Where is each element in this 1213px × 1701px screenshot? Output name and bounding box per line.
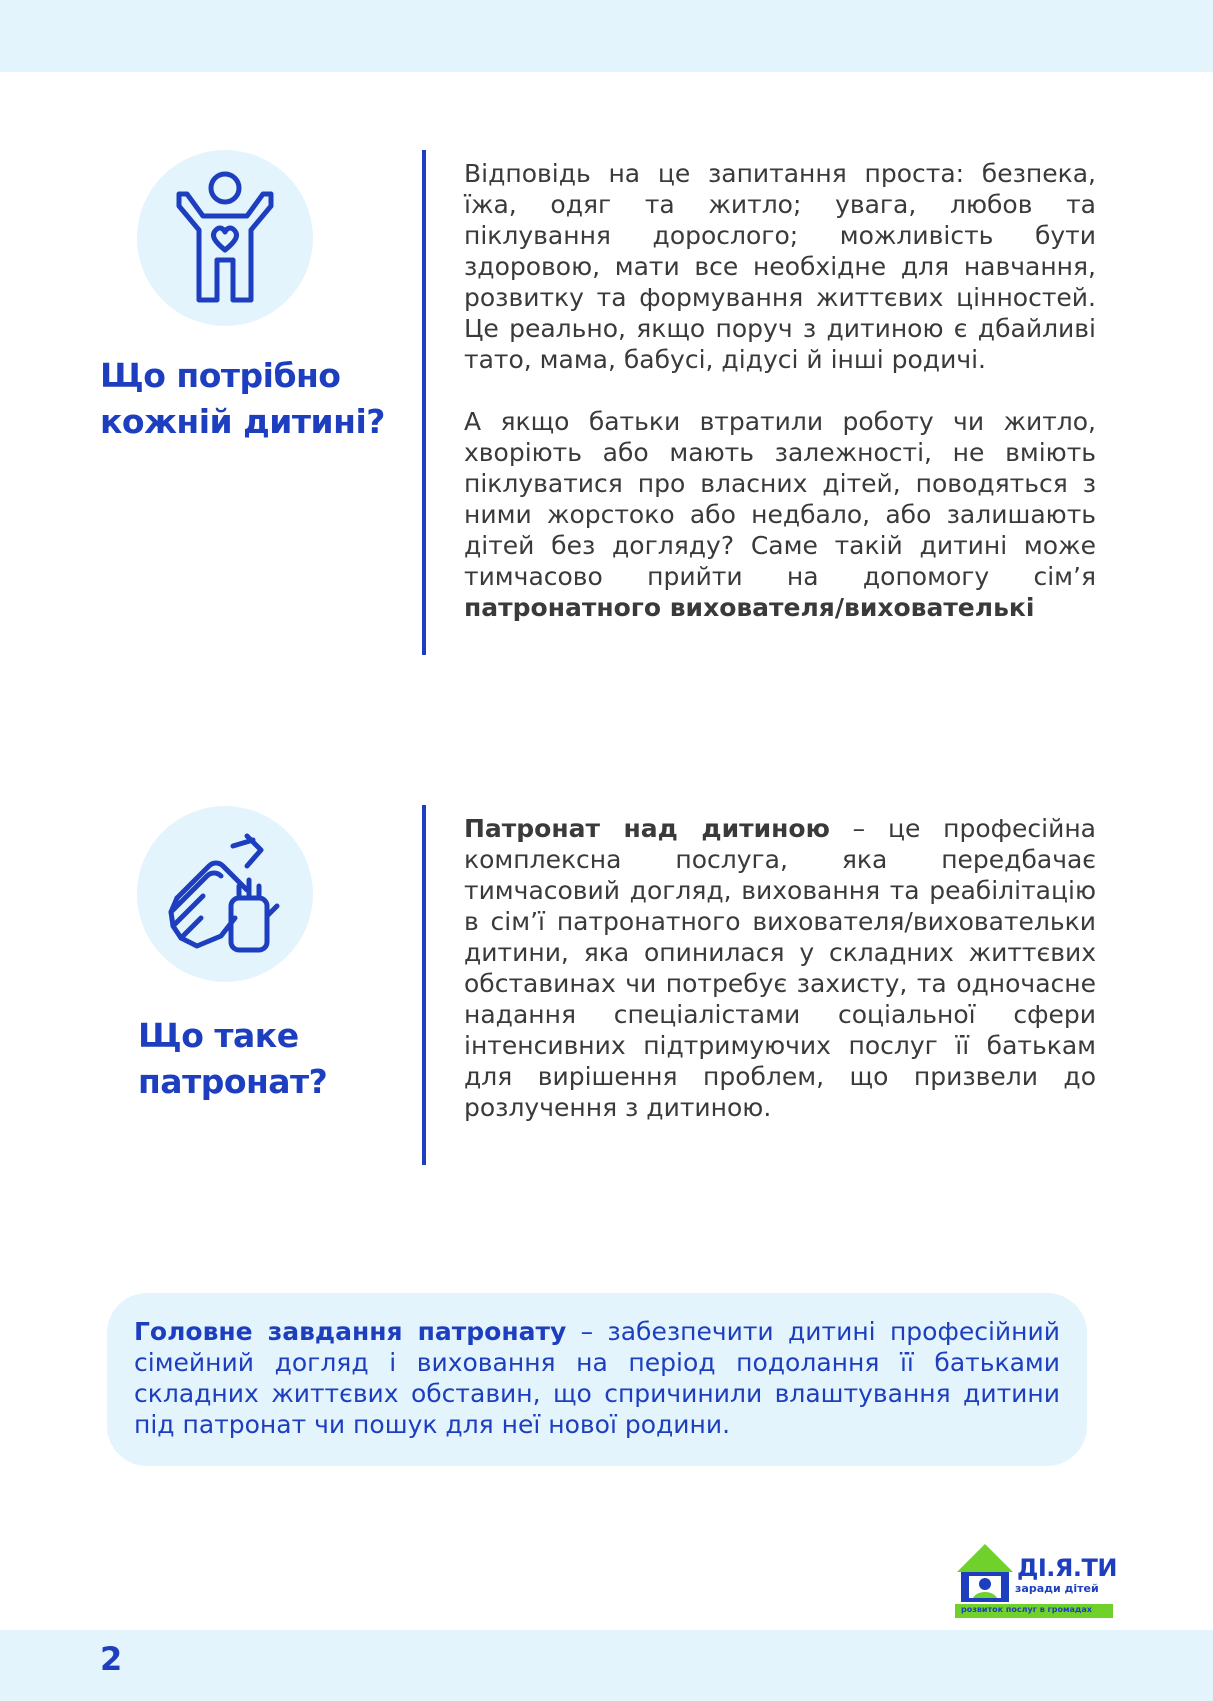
hands-icon-circle	[137, 806, 313, 982]
page-number: 2	[100, 1640, 123, 1678]
section1-paragraph2	[464, 406, 1096, 623]
section2-paragraph	[464, 813, 1096, 1123]
callout-bold-lead: Головне завдання патронату	[134, 1317, 567, 1346]
caring-hands-icon	[137, 806, 313, 982]
bottom-band	[0, 1630, 1213, 1701]
section1-heading-line2: кожній дитині?	[100, 402, 385, 441]
callout-text: – забезпечити дитині професійний сімейний догляд і виховання на період подолання її батьками складних життєвих обставин, що спричинили влаштування дитини під патронат чи пошук для неї нової родини.	[134, 1317, 1060, 1439]
child-icon-circle	[137, 150, 313, 326]
section1-body	[464, 158, 1096, 623]
child-with-heart-icon	[137, 150, 313, 326]
section1-paragraph2-text: А якщо батьки втратили роботу чи житло, хворіють або мають залежності, не вміють піклуватися про власних дітей, поводяться з ними жорстоко або недбало, або залишають дітей без догляду? Саме такій дитині може тимчасово прийти на допомогу сім’я	[464, 407, 1096, 591]
section2-divider	[422, 805, 426, 1165]
logo-name: ДІ.Я.ТИ	[1017, 1554, 1117, 1582]
section1-paragraph2-bold: патронатного вихователя/вихователькі	[464, 593, 1035, 622]
logo-tagline: розвиток послуг в громадах	[961, 1605, 1092, 1614]
section1-heading	[100, 353, 400, 445]
section2-heading-line1: Що таке	[138, 1016, 299, 1055]
section1-heading-line1: Що потрібно	[100, 356, 341, 395]
section1-paragraph1: Відповідь на це запитання проста: безпека, їжа, одяг та житло; увага, любов та піклування дорослого; можливість бути здоровою, мати все необхідне для навчання, розвитку та формування життєвих цінностей. Це реально, якщо поруч з дитиною є дбайливі тато, мама, бабусі, дідусі й інші родичі.	[464, 159, 1096, 374]
logo-subtitle: заради дітей	[1015, 1582, 1099, 1595]
main-task-callout-text	[134, 1316, 1060, 1440]
section2-heading	[138, 1013, 398, 1105]
section1-divider	[422, 150, 426, 655]
section2-bold-lead: Патронат над дитиною	[464, 814, 830, 843]
section2-body	[464, 813, 1096, 1123]
section2-text: – це професійна комплексна послуга, яка передбачає тимчасовий догляд, виховання та реабілітацію в сім’ї патронатного вихователя/виховательки дитини, яка опинилася у складних життєвих обставинах чи потребує захисту, та одночасне надання спеціалістами соціальної сфери інтенсивних підтримуючих послуг її батькам для вирішення проблем, що призвели до розлучення з дитиною.	[464, 814, 1096, 1122]
section2-heading-line2: патронат?	[138, 1062, 328, 1101]
diyaty-logo	[955, 1542, 1115, 1622]
house-logo-icon	[955, 1542, 1015, 1604]
top-band	[0, 0, 1213, 72]
